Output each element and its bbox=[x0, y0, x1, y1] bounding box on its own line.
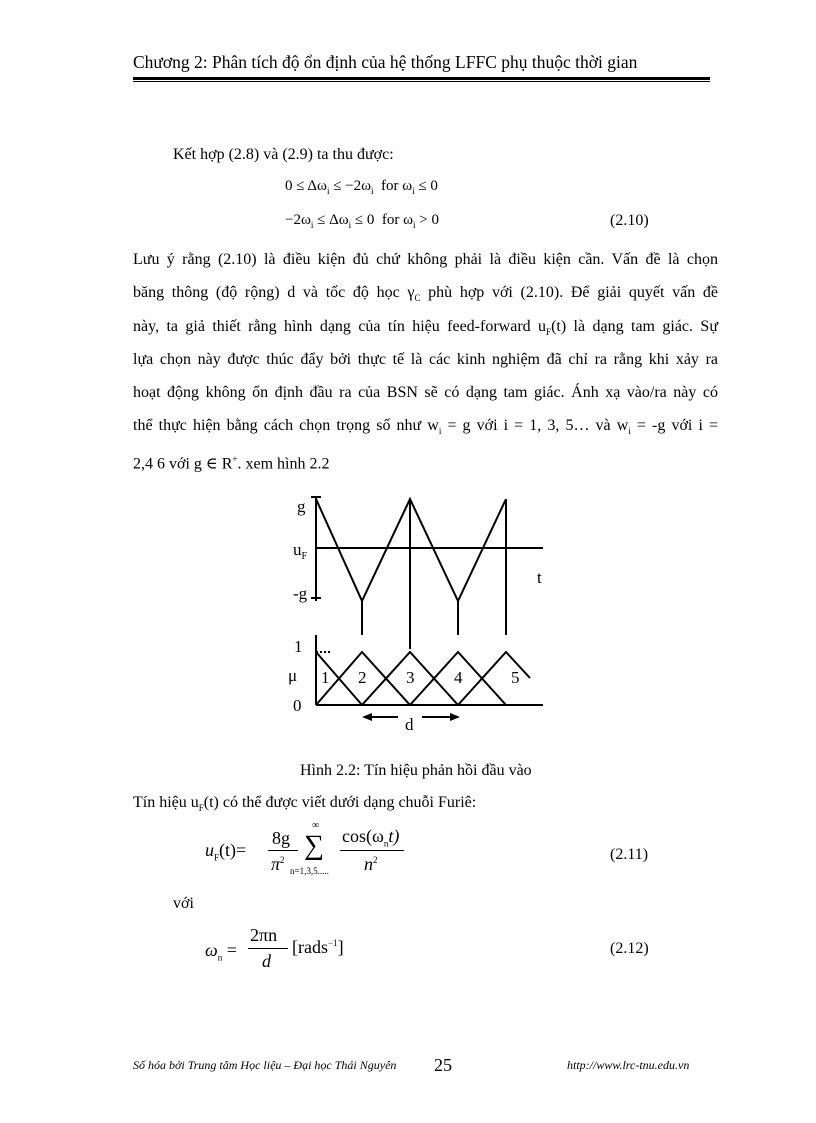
d-arrow-right-head bbox=[450, 713, 460, 721]
footer-source: Số hóa bởi Trung tâm Học liệu – Đại học Thái Nguyên bbox=[133, 1058, 397, 1072]
paragraph-line-5: hoạt động không ổn định đầu ra của BSN sẽ có dạng tam giác. Ánh xạ vào/ra này có bbox=[133, 384, 718, 401]
basis-number-2: 2 bbox=[358, 668, 367, 687]
paragraph-line-7: 2,4 6 với g ∈ R+. xem hình 2.2 bbox=[133, 454, 330, 473]
basis-number-3: 3 bbox=[406, 668, 415, 687]
label-neg-g: -g bbox=[293, 584, 308, 603]
eq-2-11-fraction-bar-2 bbox=[340, 850, 404, 851]
label-t: t bbox=[537, 568, 542, 587]
label-d: d bbox=[405, 715, 414, 734]
label-one: 1 bbox=[294, 637, 303, 656]
eq-2-12-fraction-bar bbox=[248, 948, 288, 949]
with-text: với bbox=[173, 895, 194, 912]
paragraph-line-3: này, ta giả thiết rằng hình dạng của tín hiệu feed-forward $u_F(t)$ là dạng tam giác. Sự bbox=[133, 318, 718, 338]
page-header-title: Chương 2: Phân tích độ ổn định của hệ thống LFFC phụ thuộc thời gian bbox=[133, 52, 638, 72]
paragraph-line-4: lựa chọn này được thúc đẩy bởi thực tế là các kinh nghiệm đã chỉ ra rằng khi xảy ra bbox=[133, 351, 718, 368]
basis-number-5: 5 bbox=[511, 668, 520, 687]
d-arrow-left-head bbox=[362, 713, 372, 721]
eq-2-10-line1: $0 \le \Delta\omega_i \le -2\omega_i$ for $\omega_i \le 0$ bbox=[285, 178, 438, 196]
figure-caption: Hình 2.2: Tín hiệu phản hồi đầu vào bbox=[300, 762, 532, 779]
eq-2-11-den: $\pi^2$ bbox=[271, 854, 285, 874]
label-mu: μ bbox=[288, 666, 298, 685]
eq-2-11-num: 8g bbox=[272, 828, 290, 848]
page-number: 25 bbox=[434, 1055, 452, 1075]
paragraph-line-2: băng thông (độ rộng) d và tốc độ học $\gamma_C$ phù hợp với (2.10). Để giải quyết vấn đề bbox=[133, 284, 718, 304]
eq-2-12-unit: [rads$^{-1}$] bbox=[292, 937, 344, 957]
paragraph-line-1: Lưu ý rằng (2.10) là điều kiện đủ chứ không phải là điều kiện cần. Vấn đề là chọn bbox=[133, 251, 718, 268]
eq-2-11-sum-top: ∞ bbox=[312, 820, 320, 831]
eq-2-12-number: (2.12) bbox=[610, 940, 649, 957]
eq-2-12-den: d bbox=[262, 951, 271, 971]
eq-2-11-fraction-bar bbox=[268, 850, 298, 851]
paragraph-line-6: thể thực hiện bằng cách chọn trọng số như $w_i = g$ với i = 1, 3, 5… và $w_i = -g$ với i = bbox=[133, 417, 718, 437]
eq-2-12-lhs: $\omega_n$ = bbox=[205, 940, 237, 963]
eq-2-12-num: 2πn bbox=[250, 925, 278, 945]
eq-2-10-line2: $-2\omega_i \le \Delta\omega_i \le 0$ for $\omega_i > 0$ bbox=[285, 212, 439, 230]
fourier-intro: Tín hiệu $u_F(t)$ có thể được viết dưới dạng chuỗi Furiê: bbox=[133, 794, 477, 814]
eq-2-11-number: (2.11) bbox=[610, 846, 649, 863]
eq-2-11-frac2-num: $\cos(\omega_nt)$ bbox=[342, 826, 400, 849]
label-g: g bbox=[297, 497, 306, 516]
basis-number-4: 4 bbox=[454, 668, 463, 687]
basis-number-1: 1 bbox=[321, 668, 330, 687]
footer-url: http://www.lrc-tnu.edu.vn bbox=[567, 1058, 690, 1072]
label-zero: 0 bbox=[293, 696, 302, 715]
eq-2-11-lhs: $u_F(t)=$ bbox=[205, 840, 247, 863]
eq-2-10-number: (2.10) bbox=[610, 212, 649, 229]
eq-2-11-frac2-den: $n^2$ bbox=[364, 854, 378, 874]
label-uF: $u_F$ bbox=[293, 540, 308, 562]
intro-text: Kết hợp (2.8) và (2.9) ta thu được: bbox=[173, 146, 394, 163]
eq-2-11-sum-bottom: n=1,3,5..... bbox=[290, 866, 329, 876]
eq-2-11-sum: ∑ bbox=[304, 830, 324, 861]
